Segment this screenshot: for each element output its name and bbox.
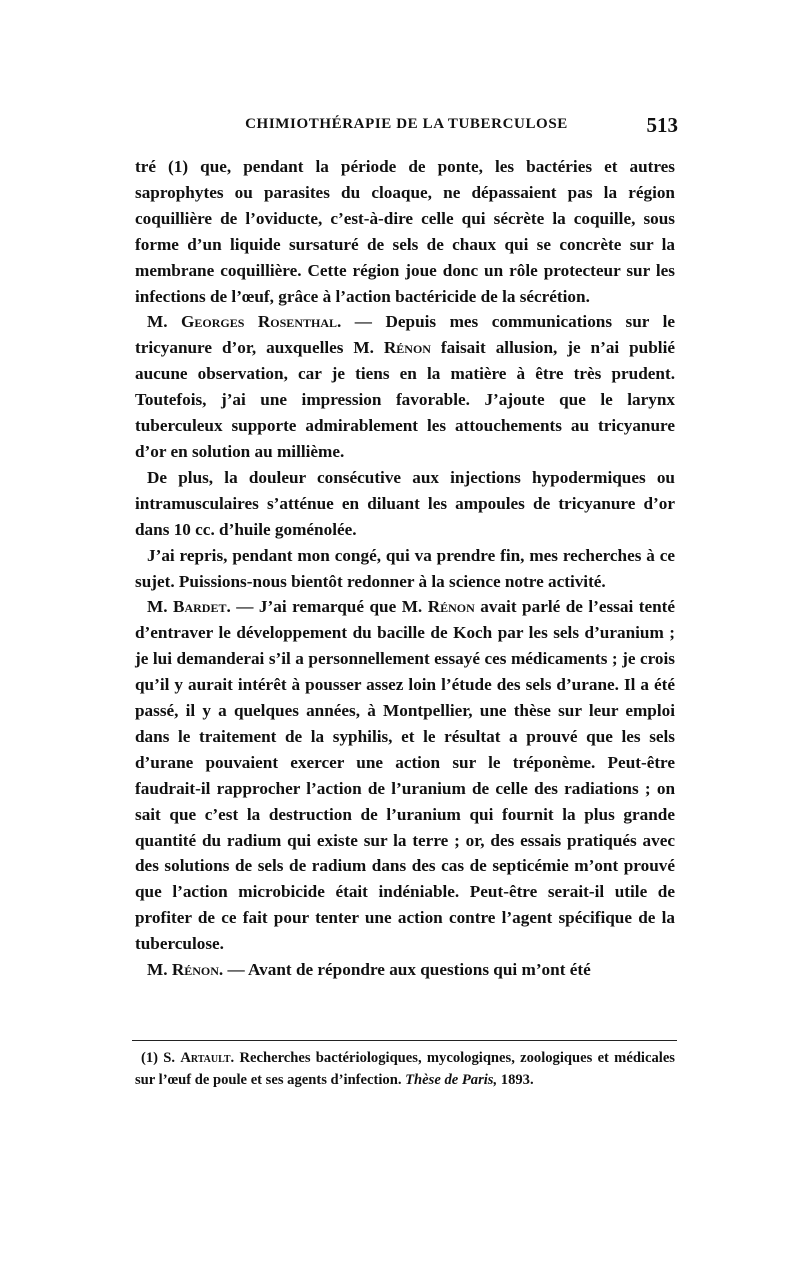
paragraph-recherches: J’ai repris, pendant mon congé, qui va prendre fin, mes recherches à ce sujet. Puissions-nous bientôt redonner à la science notre activité. [135, 545, 675, 591]
paragraph-bardet [135, 594, 675, 957]
footnote-separator [132, 1040, 677, 1041]
paragraph-rosenthal [135, 309, 675, 464]
paragraph-renon [135, 957, 675, 983]
paragraph-continuation: tré (1) que, pendant la période de ponte, les bactéries et autres saprophytes ou parasites du cloaque, ne dépassaient pas la région coquillière de l’oviducte, c’est-à-dire celle qui sécrète la coquille, sous forme d’un liquide sursaturé de sels de chaux qui se concrète sur la membrane coquillière. Cette région joue donc un rôle protecteur sur les infections de l’œuf, grâce à l’action bactéricide de la sécrétion. [135, 157, 675, 306]
cited-name: Rénon [427, 597, 475, 617]
paragraph-text: — Avant de répondre aux questions qui m’ont été [223, 960, 591, 980]
footnote-text [135, 1047, 675, 1091]
footnote-body: Recherches bactériologiques, mycologiqnes, zoologiques et médicales sur l’œuf de poule et ses agents d’infection. [135, 1050, 675, 1088]
page-header [135, 113, 678, 142]
footnote-title: Thèse de Paris, [405, 1072, 498, 1088]
paragraph-text: avait parlé de l’essai tenté d’entraver le développement du bacille de Koch par les sels d’uranium ; je lui demanderai s’il a personnellement essayé ces médicaments ; je crois qu’il y aurait intérêt à pousser assez loin l’étude des sels d’urane. Il a été passé, il y a quelques années, à Montpellier, une thèse sur leur emploi dans le traitement de la syphilis, et le résultat a prouvé que les sels d’urane pouvaient exercer une action sur le tréponème. Peut-être faudrait-il rapprocher l’action de l’uranium de celle des radiations ; on sait que c’est la destruction de l’uranium qui fournit la plus grande quantité du radium qui existe sur la terre ; or, des essais pratiqués avec des solutions de sels de radium dans des cas de septicémie m’ont prouvé que l’action microbicide était indéniable. Peut-être serait-il utile de profiter de ce fait pour tenter une action contre l’agent spécifique de la tuberculose. [135, 597, 675, 954]
cited-name: Rénon [383, 338, 431, 358]
speaker-name: M. Bardet. [147, 597, 231, 617]
footnote-author: Artault. [180, 1050, 235, 1066]
footnote-marker: (1) S. [141, 1050, 181, 1066]
footnote-year: 1893. [497, 1072, 534, 1088]
paragraph-text: faisait allusion, je n’ai publié aucune observation, car je tiens en la matière à être très prudent. Toutefois, j’ai une impression favorable. J’ajoute que le larynx tuberculeux supporte admirablement les attouchements au tricyanure d’or en solution au millième. [135, 338, 675, 461]
speaker-name: M. Georges Rosenthal. [147, 312, 342, 332]
paragraph-text: — Depuis mes communications sur le tricyanure d’or, auxquelles M. [135, 312, 675, 358]
paragraph-douleur: De plus, la douleur consécutive aux injections hypodermiques ou intramusculaires s’atténue en diluant les ampoules de tricyanure d’or dans 10 cc. d’huile goménolée. [135, 467, 675, 539]
body-text [135, 154, 675, 983]
page-number: 513 [646, 113, 678, 137]
speaker-name: M. Rénon. [147, 960, 224, 980]
paragraph-text: — J’ai remarqué que M. [230, 597, 428, 617]
running-title: CHIMIOTHÉRAPIE DE LA TUBERCULOSE [245, 116, 568, 132]
footnote [135, 1047, 675, 1091]
